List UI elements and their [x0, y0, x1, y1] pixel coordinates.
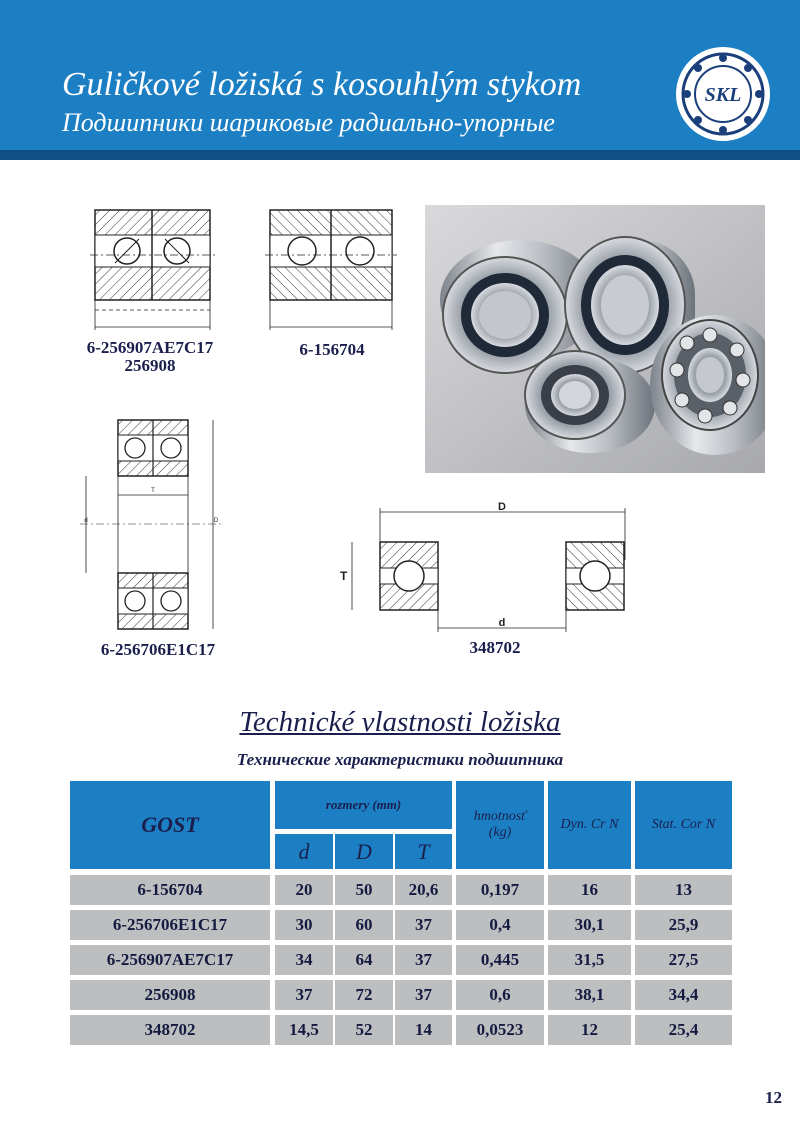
table-cell-t: 14	[395, 1015, 452, 1045]
logo-text: SKL	[704, 84, 742, 106]
fig4-dim-T: T	[340, 569, 348, 583]
header-T: T	[395, 834, 452, 869]
fig1-label-a: 6-256907AE7C17	[86, 338, 214, 357]
title-russian: Подшипники шариковые радиально-упорные	[62, 108, 555, 137]
page-number: 12	[765, 1088, 782, 1107]
table-cell-d: 50	[335, 875, 393, 905]
table-cell-t: 37	[395, 980, 452, 1010]
header-mass: hmotnosť (kg)	[456, 781, 544, 869]
fig3-label: 6-256706E1C17	[100, 640, 216, 659]
bearing-drawing-256907	[85, 205, 220, 335]
table-cell-gost: 256908	[70, 980, 270, 1010]
table-cell-mass: 0,445	[456, 945, 544, 975]
header-dyn: Dyn. Cr N	[548, 781, 631, 869]
table-cell-dyn: 30,1	[548, 910, 631, 940]
table-cell-mass: 0,0523	[456, 1015, 544, 1045]
bearing-drawing-156704	[262, 205, 402, 335]
table-cell-gost: 348702	[70, 1015, 270, 1045]
table-cell-d: 52	[335, 1015, 393, 1045]
table-cell-d: 60	[335, 910, 393, 940]
table-cell-gost: 6-156704	[70, 875, 270, 905]
header-stat: Stat. Cor N	[635, 781, 732, 869]
table-cell-stat: 34,4	[635, 980, 732, 1010]
header-d: d	[275, 834, 333, 869]
fig2-label: 6-156704	[299, 340, 365, 359]
title-slovak: Guličkové ložiská s kosouhlým stykom	[62, 66, 582, 103]
table-cell-stat: 25,9	[635, 910, 732, 940]
table-cell-d: 14,5	[275, 1015, 333, 1045]
table-cell-gost: 6-256706E1C17	[70, 910, 270, 940]
fig3-dim-D: D	[213, 518, 219, 524]
fig3-dim-T: T	[151, 488, 155, 494]
fig4-dim-d: d	[498, 617, 506, 629]
table-cell-t: 37	[395, 945, 452, 975]
table-cell-mass: 0,4	[456, 910, 544, 940]
fig3-dim-d: d	[84, 518, 88, 524]
table-cell-d: 64	[335, 945, 393, 975]
table-cell-d: 30	[275, 910, 333, 940]
table-cell-d: 34	[275, 945, 333, 975]
header-D: D	[335, 834, 393, 869]
fig4-dim-D: D	[498, 501, 506, 513]
table-cell-dyn: 38,1	[548, 980, 631, 1010]
table-cell-mass: 0,197	[456, 875, 544, 905]
bearing-drawing-256706	[78, 415, 228, 635]
table-cell-mass: 0,6	[456, 980, 544, 1010]
table-cell-t: 20,6	[395, 875, 452, 905]
table-cell-d: 20	[275, 875, 333, 905]
section-subtitle: Технические характеристики подшипника	[236, 750, 564, 769]
table-cell-dyn: 12	[548, 1015, 631, 1045]
table-cell-d: 37	[275, 980, 333, 1010]
header-gost: GOST	[70, 781, 270, 869]
fig4-label: 348702	[469, 638, 521, 657]
header-stripe	[0, 150, 800, 160]
bearing-drawing-348702	[330, 500, 630, 635]
section-title: Technické vlastnosti ložiska	[239, 706, 561, 738]
skl-logo	[673, 44, 773, 144]
table-cell-gost: 6-256907AE7C17	[70, 945, 270, 975]
header-dimensions: rozmery (mm)	[275, 781, 452, 829]
table-cell-dyn: 16	[548, 875, 631, 905]
table-cell-stat: 13	[635, 875, 732, 905]
table-cell-stat: 27,5	[635, 945, 732, 975]
bearings-photo	[425, 205, 765, 473]
fig1-label-b: 256908	[124, 356, 176, 375]
table-cell-t: 37	[395, 910, 452, 940]
table-cell-d: 72	[335, 980, 393, 1010]
table-cell-dyn: 31,5	[548, 945, 631, 975]
table-cell-stat: 25,4	[635, 1015, 732, 1045]
